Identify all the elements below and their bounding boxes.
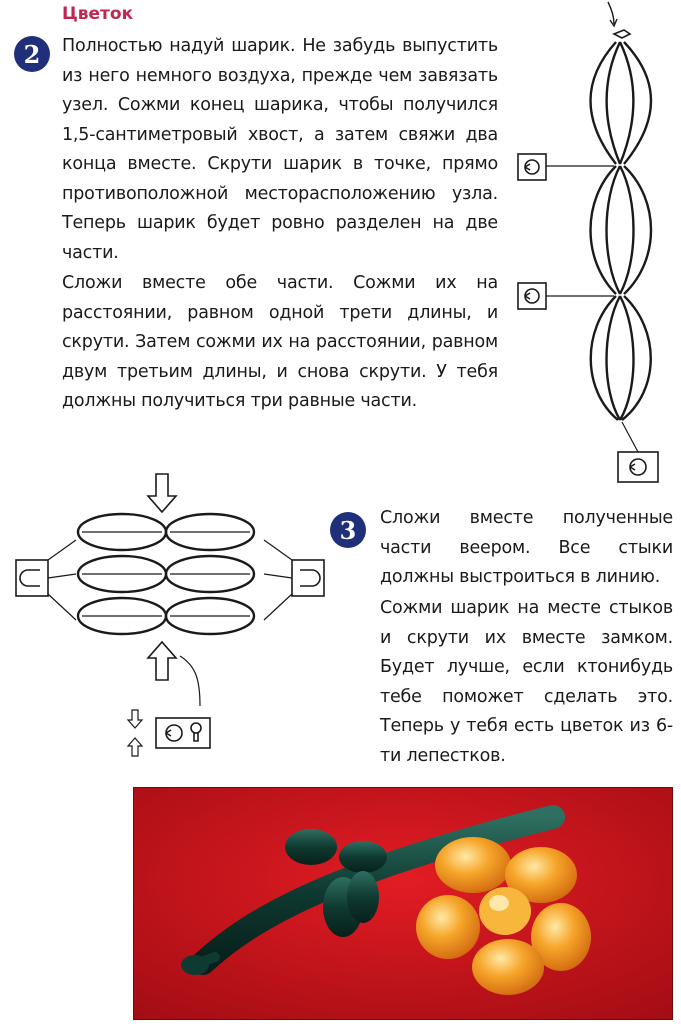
step-3-paragraph-2: Сожми шарик на месте стыков и скрути их вместе замком. Будет лучше, если ктонибудь тебе поможет сделать это. Теперь у тебя есть цветок из 6-ти лепестков.: [380, 598, 673, 766]
fan-diagram: [10, 470, 330, 760]
twist-diagram-vertical: [510, 0, 681, 490]
page-title: Цветок: [62, 4, 134, 24]
step-2-paragraph-1: Полностью надуй шарик. Не забудь выпустить из него немного воздуха, прежде чем завязать узел. Сожми конец шарика, чтобы получился 1,5-сантиметровый хвост, а затем свяжи два конца вместе. Скрути шарик в точке, прямо противоположной месторасположению узла. Теперь шарик будет ровно разделен на две части.: [62, 36, 498, 263]
step-3-paragraph-1: Сложи вместе полученные части веером. Все стыки должны выстроиться в линию.: [380, 508, 673, 587]
step-2-badge: 2: [14, 36, 50, 72]
step-3-badge: 3: [330, 512, 366, 548]
balloon-flower-photo: [133, 787, 673, 1020]
step-2-paragraph-2: Сложи вместе обе части. Сожми их на расстоянии, равном одной трети длины, и скрути. Затем сожми их на расстоянии, равном двум третьим длины, и снова скрути. У тебя должны получиться три равные части.: [62, 273, 498, 411]
